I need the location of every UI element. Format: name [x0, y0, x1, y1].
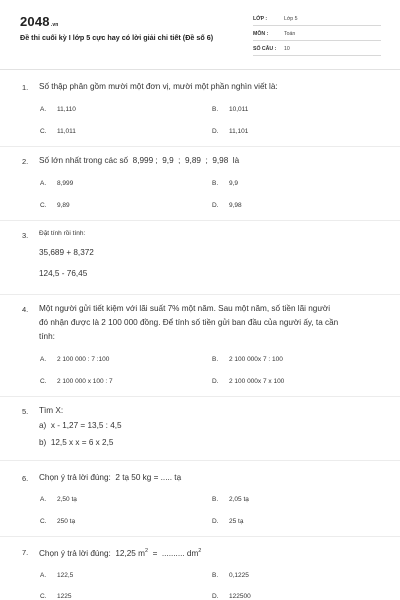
option-letter: C. [40, 593, 47, 600]
meta-grade-key: LỚP : [253, 16, 268, 22]
option-text: 1225 [57, 593, 72, 600]
document-title: Đề thi cuối kỳ I lớp 5 cực hay có lời giải chi tiết (Đề số 6) [20, 33, 214, 42]
meta-subject-key: MÔN : [253, 31, 269, 37]
meta-grade-value: Lớp 5 [284, 16, 298, 22]
meta-question-count [253, 44, 381, 56]
question-text-part: Chọn ý trả lời đúng: 12,25 m [39, 549, 145, 558]
meta-subject-value: Toán [284, 31, 296, 37]
option-letter: A. [40, 496, 47, 503]
option-a[interactable] [40, 496, 77, 503]
site-logo[interactable] [20, 14, 59, 29]
question-separator [0, 536, 400, 537]
option-text: 2 100 000 x 100 : 7 [57, 378, 113, 385]
option-text: 25 tạ [229, 518, 244, 525]
option-d[interactable] [212, 202, 242, 209]
option-letter: B. [212, 106, 219, 113]
option-text: 11,110 [57, 106, 76, 113]
logo-suffix: .vn [50, 22, 59, 28]
option-c[interactable] [40, 202, 70, 209]
option-letter: A. [40, 572, 47, 579]
option-letter: B. [212, 496, 219, 503]
option-text: 2,05 tạ [229, 496, 249, 503]
question-number: 7. [22, 548, 29, 557]
option-letter: C. [40, 378, 47, 385]
option-text: 8,999 [57, 180, 74, 187]
meta-count-value: 10 [284, 46, 290, 52]
question-number: 4. [22, 305, 29, 314]
question-separator [0, 396, 400, 397]
question-text: Số thập phân gồm mười một đơn vị, mười một phần nghìn viết là: [39, 82, 278, 91]
question-number: 1. [22, 83, 29, 92]
option-text: 9,89 [57, 202, 70, 209]
question-text-line-1: Một người gửi tiết kiệm với lãi suất 7% một năm. Sau một năm, số tiền lãi người [39, 304, 331, 313]
option-a[interactable] [40, 572, 73, 579]
option-text: 2 100 000 : 7 :100 [57, 356, 110, 363]
option-letter: D. [212, 202, 219, 209]
question-separator [0, 460, 400, 461]
question-text: Số lớn nhất trong các số 8,999 ; 9,9 ; 9,89 ; 9,98 là [39, 156, 240, 165]
question-text [39, 545, 201, 561]
option-text: 250 tạ [57, 518, 76, 525]
option-d[interactable] [212, 128, 248, 135]
option-text: 2 100 000x 7 : 100 [229, 356, 283, 363]
option-letter: C. [40, 128, 47, 135]
option-text: 2,50 tạ [57, 496, 77, 503]
option-text: 10,011 [229, 106, 249, 113]
question-text: Đặt tính rồi tính: [39, 230, 86, 237]
question-separator [0, 146, 400, 147]
question-number: 2. [22, 157, 29, 166]
option-a[interactable] [40, 106, 76, 113]
option-letter: D. [212, 518, 219, 525]
document-header [0, 0, 400, 62]
question-number: 3. [22, 231, 29, 240]
option-text: 9,98 [229, 202, 242, 209]
question-text: Chọn ý trả lời đúng: 2 tạ 50 kg = ..... tạ [39, 473, 182, 482]
option-text: 2 100 000x 7 x 100 [229, 378, 285, 385]
option-d[interactable] [212, 518, 243, 525]
option-letter: D. [212, 128, 219, 135]
option-text: 0,1225 [229, 572, 249, 579]
option-a[interactable] [40, 180, 73, 187]
option-letter: B. [212, 572, 219, 579]
option-text: 11,011 [57, 128, 76, 135]
question-text: Tìm X: [39, 406, 64, 415]
question-text-line-2: đó nhận được là 2 100 000 đồng. Để tính số tiền gửi ban đầu của người ấy, ta cần [39, 318, 339, 327]
meta-count-key: SỐ CÂU : [253, 46, 277, 52]
option-a[interactable] [40, 356, 109, 363]
option-b[interactable] [212, 496, 249, 503]
option-letter: A. [40, 106, 47, 113]
option-text: 122,5 [57, 572, 74, 579]
option-letter: C. [40, 202, 47, 209]
option-letter: D. [212, 378, 219, 385]
option-c[interactable] [40, 593, 71, 600]
meta-grade [253, 14, 381, 26]
option-text: 122500 [229, 593, 251, 600]
option-letter: A. [40, 180, 47, 187]
option-c[interactable] [40, 378, 113, 385]
option-letter: B. [212, 356, 219, 363]
option-c[interactable] [40, 518, 75, 525]
calculation-line: 35,689 + 8,372 [39, 248, 94, 257]
equation-line: a) x - 1,27 = 13,5 : 4,5 [39, 421, 122, 430]
option-c[interactable] [40, 128, 76, 135]
option-d[interactable] [212, 593, 251, 600]
question-separator [0, 294, 400, 295]
exponent: 2 [144, 548, 149, 554]
logo-text: 2048 [20, 14, 50, 29]
exponent: 2 [198, 548, 202, 554]
question-text-part: = .......... dm [148, 549, 199, 558]
equation-line: b) 12,5 x x = 6 x 2,5 [39, 438, 114, 447]
option-b[interactable] [212, 572, 249, 579]
question-number: 5. [22, 407, 29, 416]
option-text: 11,101 [229, 128, 249, 135]
option-letter: C. [40, 518, 47, 525]
question-separator [0, 220, 400, 221]
question-number: 6. [22, 474, 29, 483]
question-text-line-3: tính: [39, 332, 55, 341]
option-letter: B. [212, 180, 219, 187]
option-letter: D. [212, 593, 219, 600]
header-divider [0, 69, 400, 70]
option-b[interactable] [212, 356, 283, 363]
meta-subject [253, 29, 381, 41]
option-letter: A. [40, 356, 47, 363]
option-b[interactable] [212, 180, 238, 187]
option-d[interactable] [212, 378, 284, 385]
option-text: 9,9 [229, 180, 239, 187]
calculation-line: 124,5 - 76,45 [39, 269, 88, 278]
option-b[interactable] [212, 106, 248, 113]
